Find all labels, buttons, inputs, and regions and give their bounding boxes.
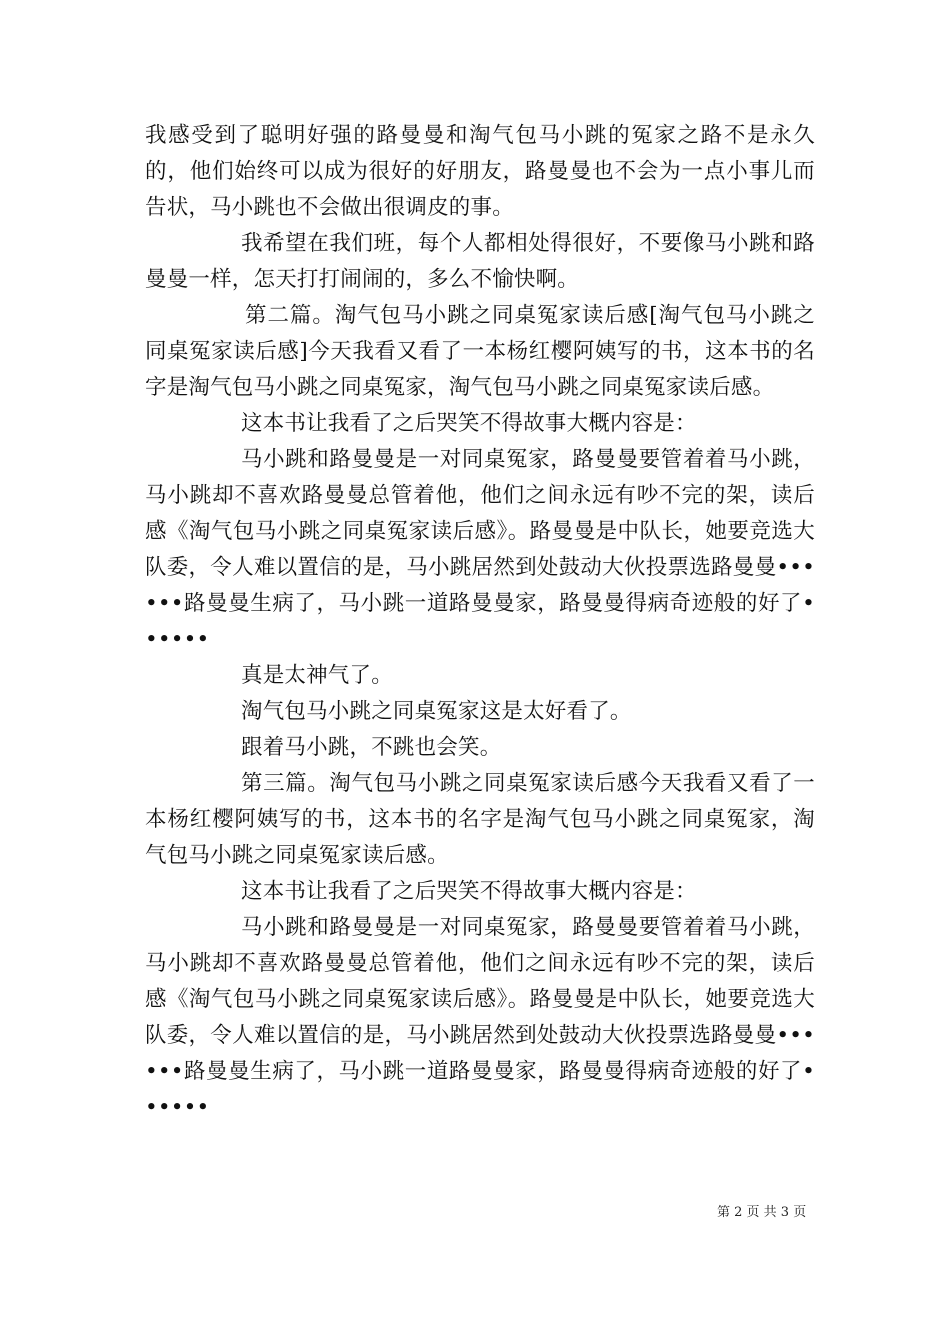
document-body — [145, 118, 815, 1126]
paragraph-part-three-intro: 第三篇。淘气包马小跳之同桌冤家读后感今天我看又看了一本杨红樱阿姨写的书，这本书的名字是淘气包马小跳之同桌冤家，淘气包马小跳之同桌冤家读后感。 — [145, 771, 815, 868]
paragraph-story-summary-2: 马小跳和路曼曼是一对同桌冤家，路曼曼要管着着马小跳，马小跳却不喜欢路曼曼总管着他，他们之间永远有吵不完的架，读后感《淘气包马小跳之同桌冤家读后感》。路曼曼是中队长，她要竞选大队委，令人难以置信的是，马小跳居然到处鼓动大伙投票选路曼曼••••••路曼曼生病了，马小跳一道路曼曼家，路曼曼得病奇迹般的好了•••••• — [145, 915, 815, 1120]
paragraph-remark-1: 真是太神气了。 — [241, 663, 393, 688]
page-number-footer: 第 2 页 共 3 页 — [717, 1205, 807, 1220]
paragraph-summary-lead: 这本书让我看了之后哭笑不得故事大概内容是： — [241, 411, 697, 436]
paragraph-remark-2: 淘气包马小跳之同桌冤家这是太好看了。 — [241, 699, 632, 724]
paragraph-part-two-intro: 第二篇。淘气包马小跳之同桌冤家读后感[淘气包马小跳之同桌冤家读后感]今天我看又看了一本杨红樱阿姨写的书，这本书的名字是淘气包马小跳之同桌冤家，淘气包马小跳之同桌冤家读后感。 — [145, 303, 815, 400]
paragraph-summary-lead-2: 这本书让我看了之后哭笑不得故事大概内容是： — [241, 879, 697, 904]
paragraph-wish: 我希望在我们班，每个人都相处得很好，不要像马小跳和路曼曼一样，怎天打打闹闹的，多么不愉快啊。 — [145, 231, 815, 292]
paragraph-story-summary: 马小跳和路曼曼是一对同桌冤家，路曼曼要管着着马小跳，马小跳却不喜欢路曼曼总管着他，他们之间永远有吵不完的架，读后感《淘气包马小跳之同桌冤家读后感》。路曼曼是中队长，她要竞选大队委，令人难以置信的是，马小跳居然到处鼓动大伙投票选路曼曼••••••路曼曼生病了，马小跳一道路曼曼家，路曼曼得病奇迹般的好了•••••• — [145, 447, 815, 652]
paragraph-conclusion: 我感受到了聪明好强的路曼曼和淘气包马小跳的冤家之路不是永久的，他们始终可以成为很好的好朋友，路曼曼也不会为一点小事儿而告状，马小跳也不会做出很调皮的事。 — [145, 123, 815, 220]
paragraph-remark-3: 跟着马小跳，不跳也会笑。 — [241, 735, 502, 760]
